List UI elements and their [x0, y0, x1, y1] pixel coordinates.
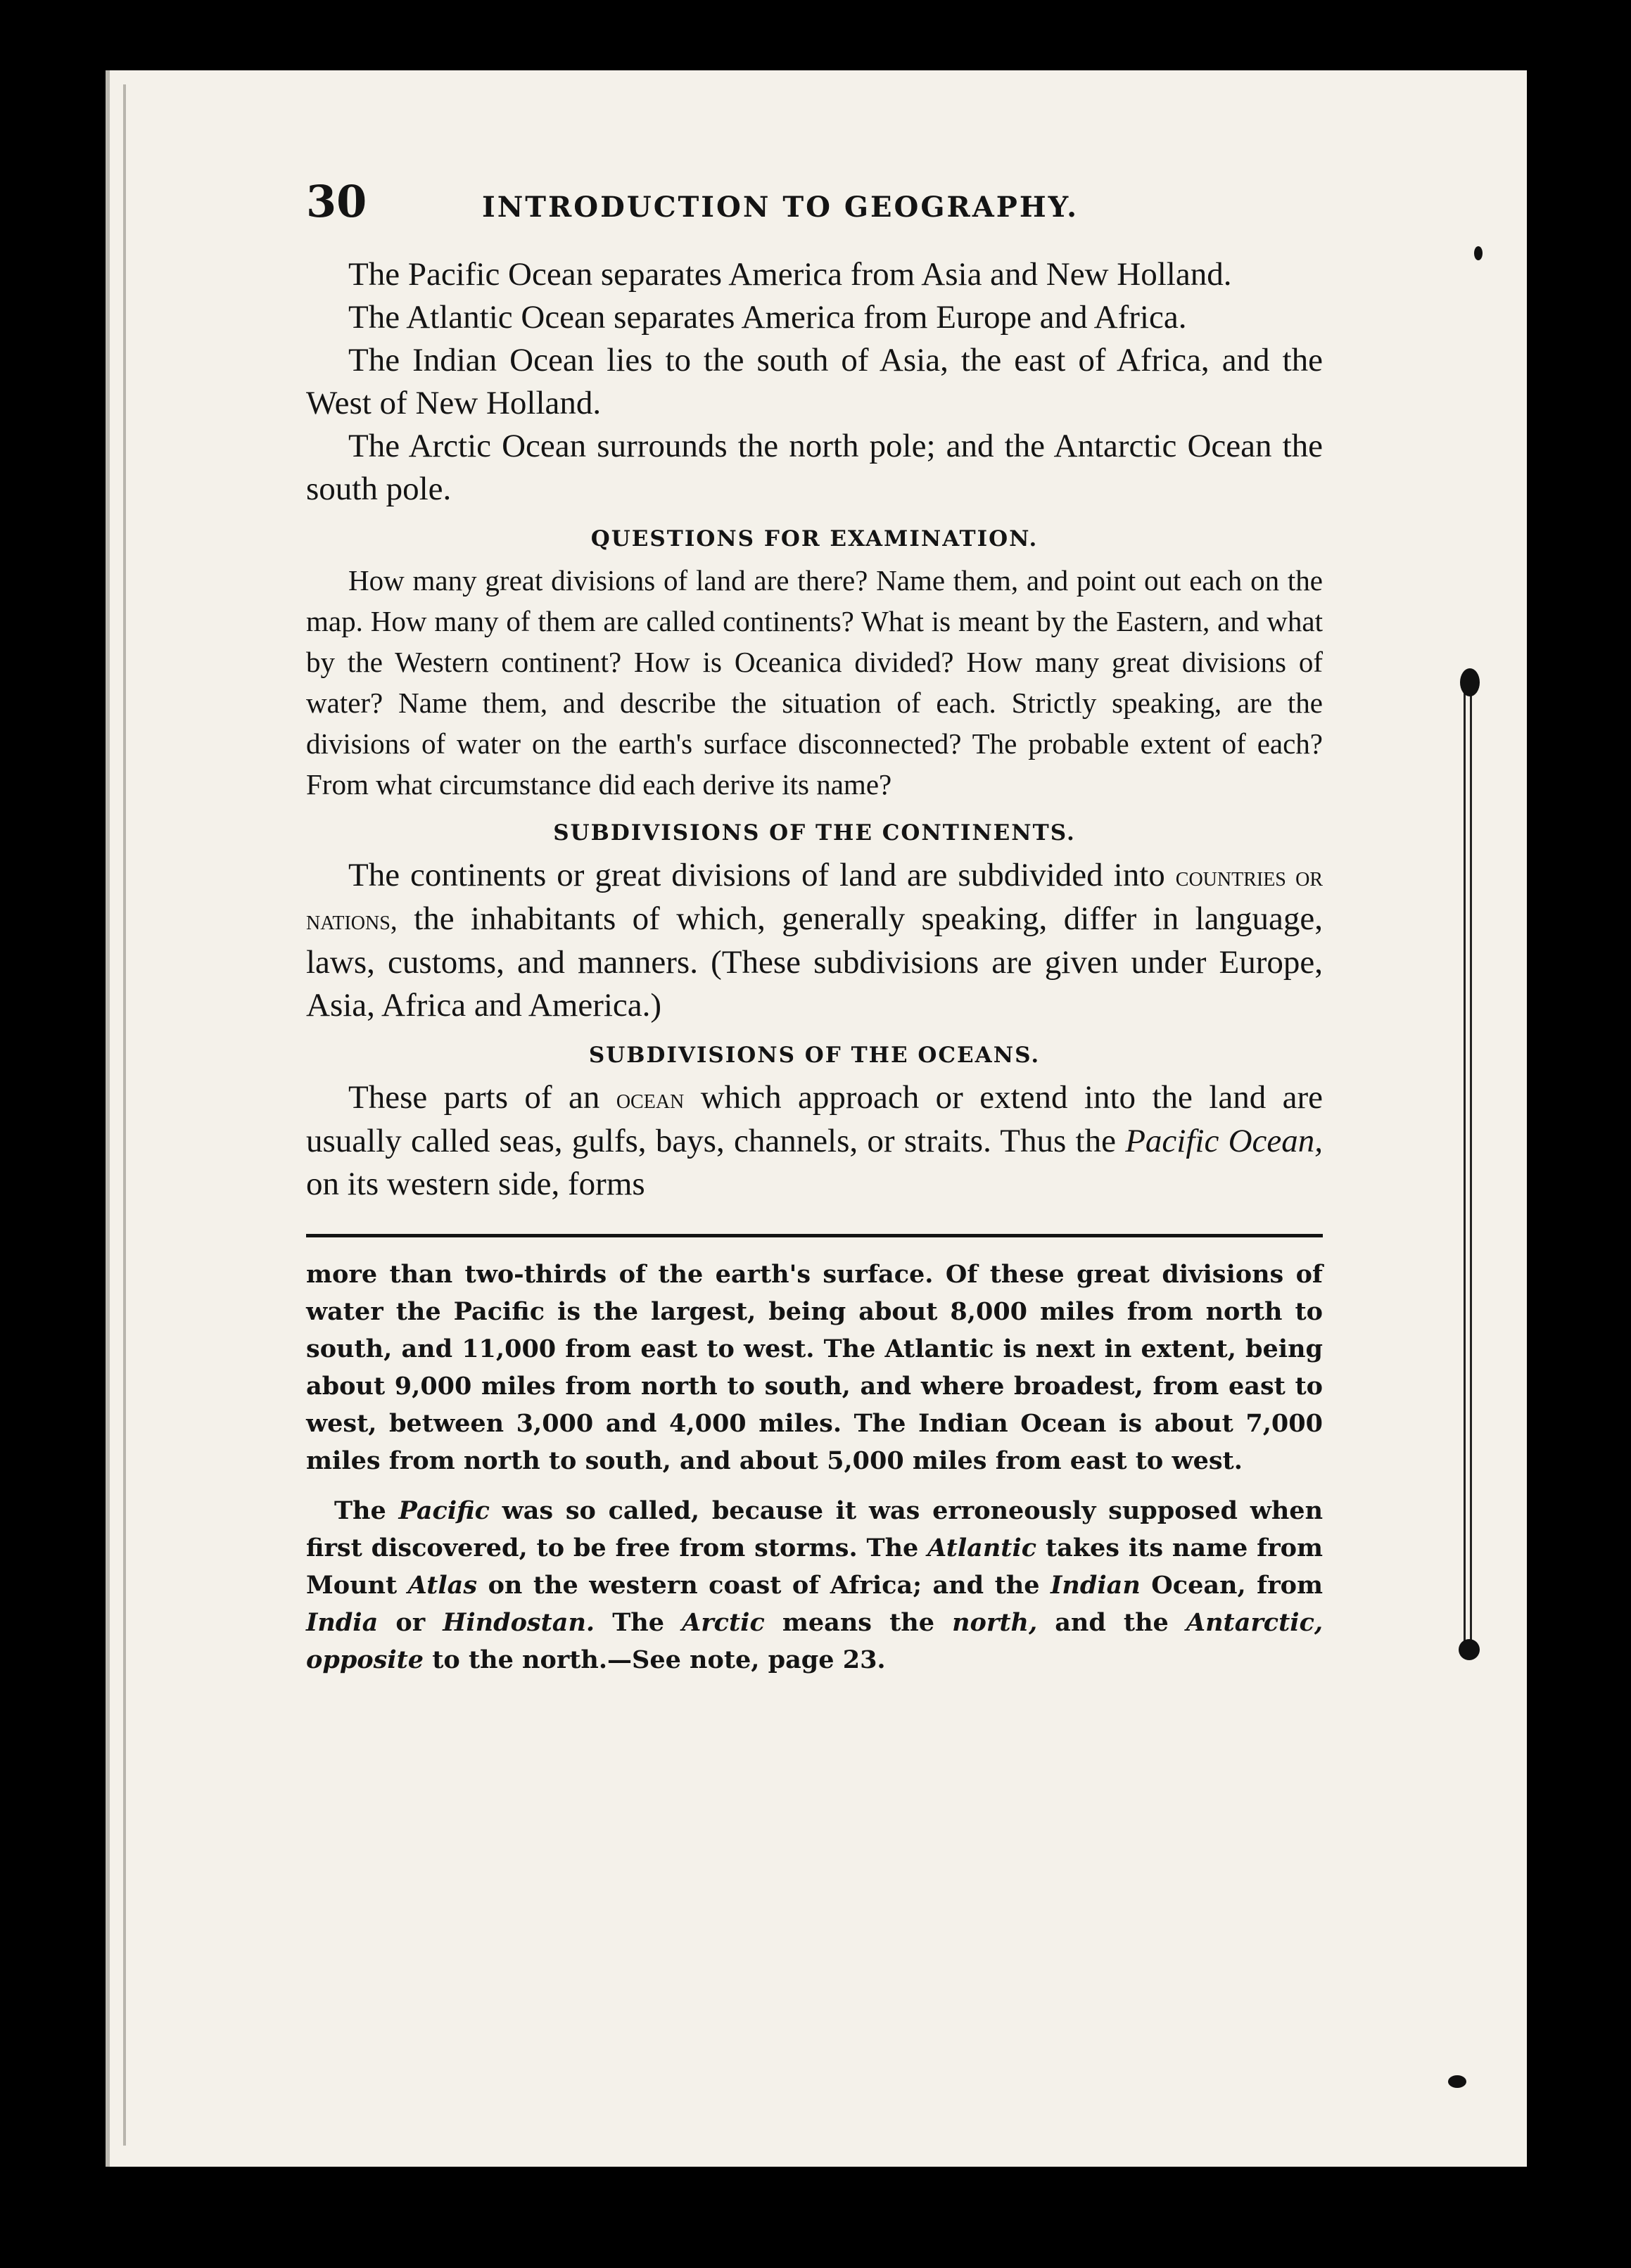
oceans-text-1: These parts of an: [348, 1079, 600, 1116]
fn-italic-atlas: Atlas: [407, 1571, 478, 1600]
fn-text: takes its name from Mount: [306, 1534, 1324, 1600]
fn-text: Ocean, from: [1151, 1571, 1324, 1600]
questions-heading: QUESTIONS FOR EXAMINATION.: [590, 526, 1039, 552]
footnote-paragraph-1: more than two-thirds of the earth's surface. Of these great divisions of water the Pacific is the largest, being about 8,000 miles from north to south, and 11,000 from east to west. The Atlantic is next in extent, being about 9,000 miles from north to south, and where broadest, from east to west, between 3,000 and 4,000 miles. The Indian Ocean is about 7,000 miles from north to south, and about 5,000 miles from east to west.: [306, 1260, 1323, 1475]
fn-italic-north: north,: [952, 1608, 1038, 1637]
fn-italic-indian: Indian: [1051, 1571, 1141, 1600]
fn-italic-arctic: Arctic: [682, 1608, 765, 1637]
page-number: 30: [306, 176, 367, 227]
fn-italic-hindostan: Hindostan.: [443, 1608, 595, 1637]
running-head: [306, 176, 1323, 253]
ink-blot: [1460, 668, 1480, 696]
ink-blot: [1448, 2075, 1466, 2088]
questions-text: How many great divisions of land are there? Name them, and point out each on the map. How many of them are called continents? What is meant by the Eastern, and what by the Western continent? How is Oceanica divided? How many great divisions of water? Name them, and describe the situation of each. Strictly speaking, are the divisions of water on the earth's surface disconnected? The probable extent of each? From what circumstance did each derive its name?: [306, 564, 1323, 801]
binding-rule: [1464, 689, 1472, 1646]
oceans-heading: SUBDIVISIONS OF THE OCEANS.: [588, 1043, 1041, 1068]
fn-text: on the western coast of Africa; and the: [488, 1571, 1040, 1600]
fn-italic-india: India: [306, 1608, 379, 1637]
oceans-text-2: which approach or extend into the land are usually called seas, gulfs, bays, channels, or straits. Thus the: [306, 1079, 1324, 1159]
continents-text-1: The continents or great divisions of land are subdivided into: [348, 857, 1165, 893]
ink-blot: [1474, 246, 1483, 260]
fn-text: or: [395, 1608, 426, 1637]
fn-text: The: [334, 1496, 386, 1525]
paragraph-atlantic: The Atlantic Ocean separates America from Europe and Africa.: [348, 299, 1187, 336]
fn-text: was so called, because it was erroneously supposed when first discovered, to be free from storms. The: [306, 1496, 1324, 1562]
oceans-term: ocean: [616, 1083, 685, 1114]
oceans-paragraph: [306, 1076, 1323, 1206]
oceans-italic: Pacific Ocean,: [1125, 1123, 1323, 1159]
paragraph-pacific: The Pacific Ocean separates America from Asia and New Holland.: [348, 256, 1232, 293]
paragraph-indian: The Indian Ocean lies to the south of Asia, the east of Africa, and the West of New Holland.: [306, 342, 1323, 421]
continents-paragraph: [306, 854, 1323, 1027]
fn-italic-pacific: Pacific: [398, 1496, 490, 1525]
continents-text-2: the inhabitants of which, generally speaking, differ in language, laws, customs, and manners. (These subdivisions are given under Europe, Asia, Africa and America.): [306, 900, 1323, 1024]
footnote-divider: [306, 1234, 1323, 1237]
fn-text: to the north.—See note, page 23.: [432, 1645, 886, 1674]
page-edge-line: [123, 84, 126, 2146]
footnote-paragraph-2: [306, 1492, 1323, 1678]
fn-italic-antarctic: Antarctic,: [1186, 1608, 1324, 1637]
page-content: [306, 176, 1323, 1678]
paragraph-arctic: The Arctic Ocean surrounds the north pole; and the Antarctic Ocean the south pole.: [306, 428, 1323, 507]
fn-text: The: [612, 1608, 664, 1637]
fn-text: means the: [782, 1608, 934, 1637]
oceans-text-3: on its western side, forms: [306, 1166, 645, 1202]
fn-text: and the: [1055, 1608, 1169, 1637]
fn-italic-opposite: opposite: [306, 1645, 424, 1674]
fn-italic-atlantic: Atlantic: [927, 1534, 1037, 1562]
running-title: INTRODUCTION TO GEOGRAPHY.: [482, 191, 1079, 224]
continents-term: countries or nations,: [306, 860, 1324, 936]
continents-heading: SUBDIVISIONS OF THE CONTINENTS.: [553, 820, 1076, 846]
ink-blot: [1459, 1639, 1480, 1660]
